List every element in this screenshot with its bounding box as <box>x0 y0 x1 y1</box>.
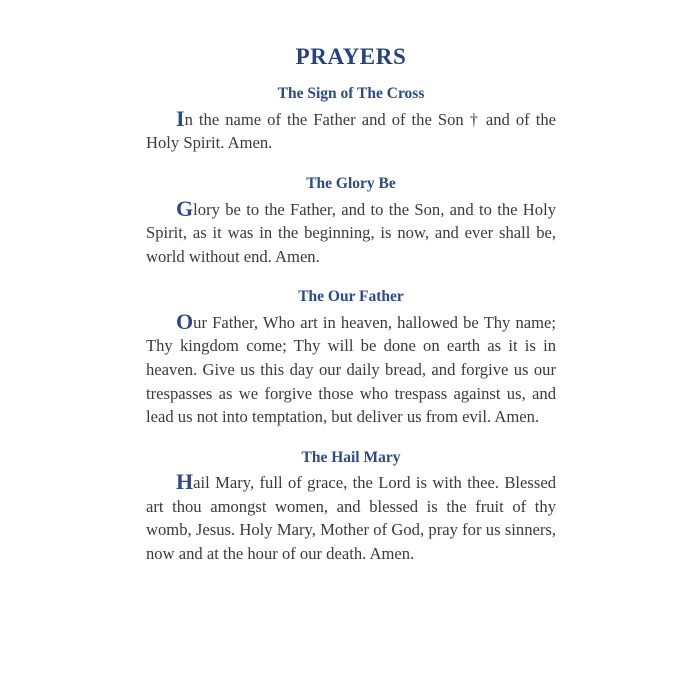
prayer-body-text-hail-mary: ail Mary, full of grace, the Lord is with thee. Blessed art thou amongst women, and blessed is the fruit of thy womb, Jesus. Holy Mary, Mother of God, pray for us sinners, now and at the hour of our death. Amen. <box>146 473 556 563</box>
page-title: PRAYERS <box>295 44 407 69</box>
prayer-section-sign-of-the-cross <box>146 85 556 155</box>
prayer-body-text-our-father: ur Father, Who art in heaven, hallowed be Thy name; Thy kingdom come; Thy will be done on earth as it is in heaven. Give us this day our daily bread, and forgive us our trespasses as we forgive those who trespass against us, and lead us not into temptation, but deliver us from evil. Amen. <box>146 312 556 427</box>
prayer-heading-our-father: The Our Father <box>298 288 404 306</box>
prayer-section-our-father <box>146 288 556 428</box>
prayer-content-block <box>146 44 556 566</box>
prayer-heading-hail-mary: The Hail Mary <box>301 448 401 466</box>
dropcap-letter-sign-of-the-cross: I <box>176 105 185 131</box>
prayer-heading-glory-be: The Glory Be <box>306 175 396 193</box>
prayer-body-text-sign-of-the-cross: n the name of the Father and of the Son † and of the Holy Spirit. Amen. <box>146 109 556 153</box>
prayer-text-sign-of-the-cross <box>146 105 556 155</box>
prayer-section-hail-mary <box>146 449 556 566</box>
dropcap-letter-glory-be: G <box>176 195 194 221</box>
prayer-text-our-father <box>146 308 556 429</box>
prayer-body-text-glory-be: lory be to the Father, and to the Son, and to the Holy Spirit, as it was in the beginning, is now, and ever shall be, world without end. Amen. <box>146 199 556 266</box>
prayer-heading-sign-of-the-cross: The Sign of The Cross <box>277 85 425 103</box>
prayer-text-glory-be <box>146 195 556 269</box>
dropcap-letter-hail-mary: H <box>176 469 194 495</box>
prayer-text-hail-mary <box>146 471 556 565</box>
prayer-section-glory-be <box>146 175 556 268</box>
dropcap-letter-our-father: O <box>176 308 194 334</box>
